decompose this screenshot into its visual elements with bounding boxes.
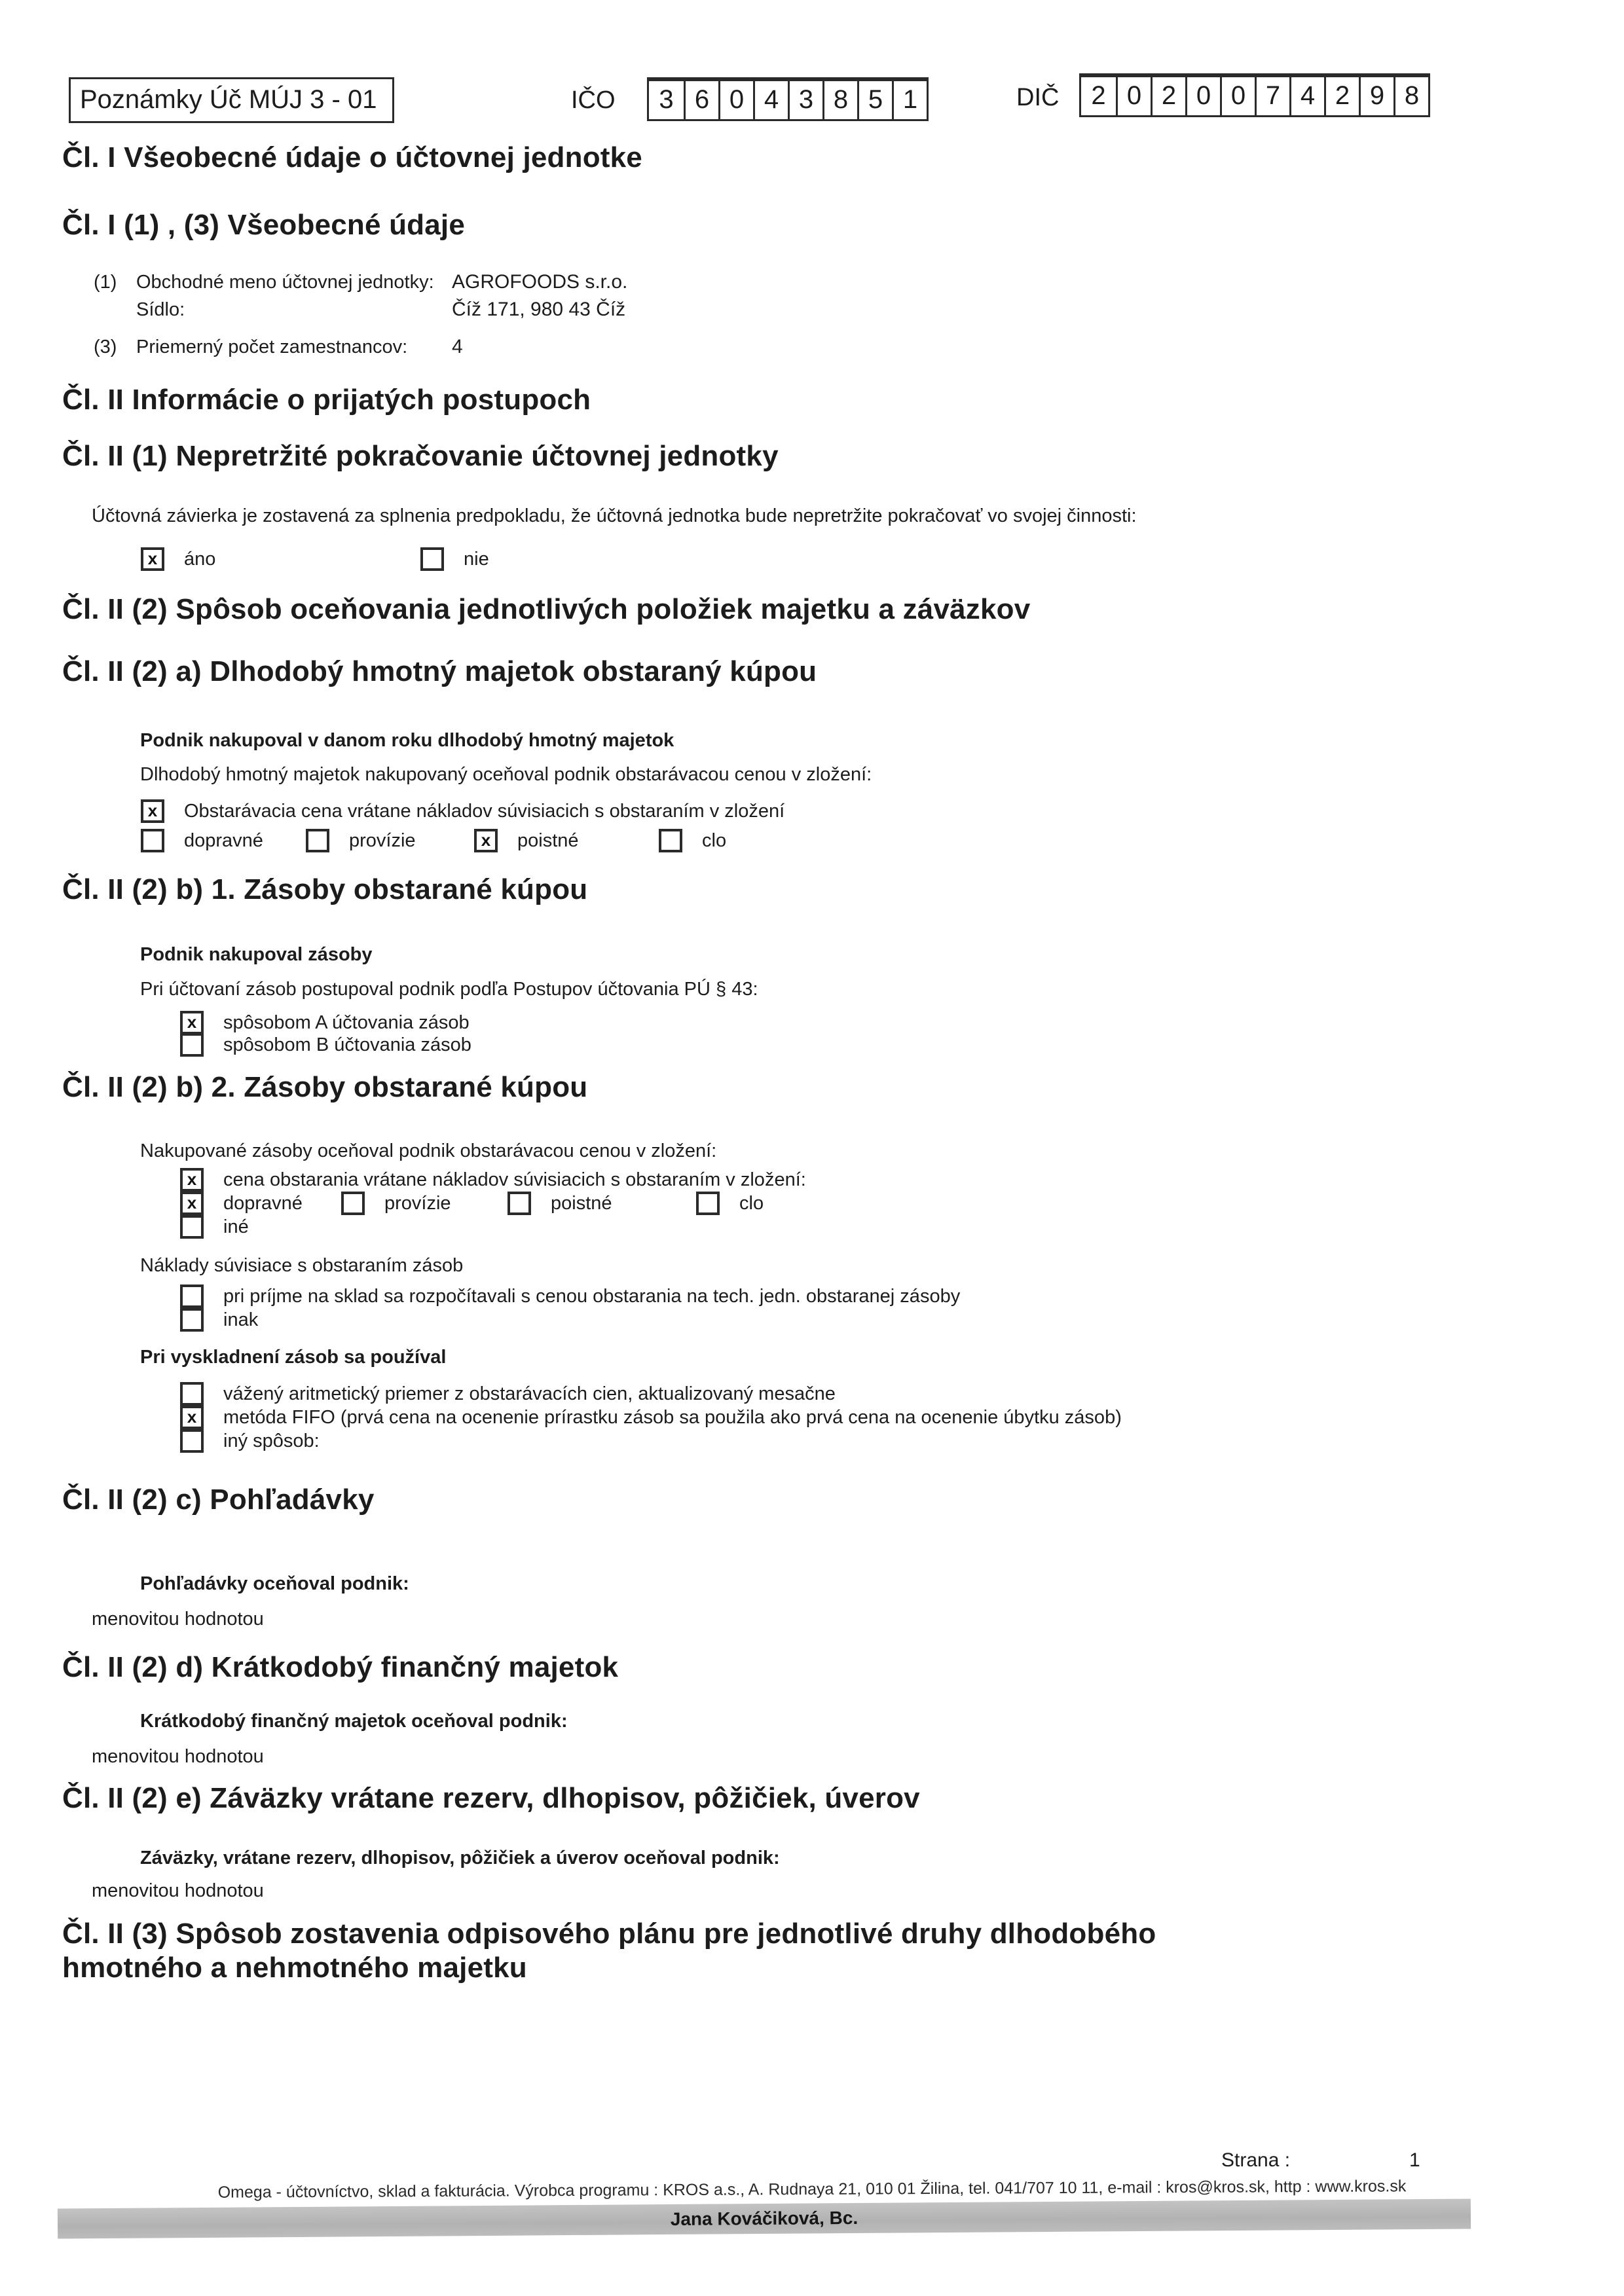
inventory2-cost2-option: [180, 1307, 1624, 1332]
checkbox-inak[interactable]: [180, 1308, 204, 1332]
info-item-label: Obchodné meno účtovnej jednotky:: [136, 271, 434, 293]
ico-label: IČO: [571, 86, 616, 114]
info-item-value: 4: [452, 336, 463, 357]
checkbox-label-nie: nie: [464, 548, 489, 570]
dic-digit-cell: 8: [1393, 77, 1428, 115]
short-term-bold-line: Krátkodobý finančný majetok oceňoval podnik:: [140, 1711, 568, 1732]
checkbox-label: provízie: [384, 1192, 451, 1214]
checkbox-iny-sposob[interactable]: [180, 1429, 204, 1453]
ico-digit-cell: 0: [718, 81, 753, 119]
checkbox-obstaravacia-cena[interactable]: x: [141, 799, 164, 823]
checkbox-sposob-b[interactable]: [180, 1033, 204, 1057]
checkbox-poistne[interactable]: x: [474, 829, 498, 852]
dic-digit-cell: 7: [1255, 77, 1289, 115]
heading-cl2-3-line2: hmotného a nehmotného majetku: [62, 1952, 527, 1984]
info-row-address: [94, 296, 1624, 323]
inventory1-intro: Pri účtovaní zásob postupoval podnik podľa Postupov účtovania PÚ § 43:: [140, 979, 758, 1000]
heading-cl2-2e: Čl. II (2) e) Záväzky vrátane rezerv, dlhopisov, pôžičiek, úverov: [62, 1782, 920, 1814]
checkbox-clo[interactable]: [696, 1192, 720, 1215]
liabilities-bold-line: Záväzky, vrátane rezerv, dlhopisov, pôžičiek a úverov oceňoval podnik:: [140, 1848, 780, 1868]
heading-cl2-2b2: Čl. II (2) b) 2. Zásoby obstarané kúpou: [62, 1071, 588, 1103]
info-row-employees: [94, 333, 1624, 361]
fixed-assets-main-option: [141, 799, 1624, 824]
info-item-label: Sídlo:: [136, 299, 185, 320]
checkbox-ine[interactable]: [180, 1215, 204, 1239]
dic-digit-cell: 0: [1220, 77, 1255, 115]
program-info-line: Omega - účtovníctvo, sklad a fakturácia. Výrobca programu : KROS a.s., A. Rudnaya 21, 010 01 Žilina, tel. 041/707 10 11, e-mail : kros@kros.sk, http : www.kros.sk: [217, 2177, 1407, 2202]
checkbox-provizie[interactable]: [306, 829, 329, 852]
page-number-value: 1: [1409, 2149, 1420, 2171]
ico-digit-cell: 3: [659, 85, 674, 114]
checkbox-label: cena obstarania vrátane nákladov súvisiacich s obstaraním v zložení:: [223, 1169, 806, 1190]
checkbox-label: poistné: [551, 1192, 612, 1214]
checkbox-dopravne[interactable]: [141, 829, 164, 852]
inventory1-bold-line: Podnik nakupoval zásoby: [140, 944, 373, 965]
info-item-value: AGROFOODS s.r.o.: [452, 271, 628, 293]
dic-label: DIČ: [1016, 84, 1060, 111]
ico-digit-cell: 5: [857, 81, 892, 119]
heading-cl2-2: Čl. II (2) Spôsob oceňovania jednotlivých položiek majetku a záväzkov: [62, 593, 1031, 625]
inventory1-way-b: [180, 1032, 1624, 1057]
info-item-label: Priemerný počet zamestnancov:: [136, 336, 408, 357]
inventory2-issue-bold: Pri vyskladnení zásob sa používal: [140, 1347, 447, 1368]
dic-digit-cell: 2: [1324, 77, 1359, 115]
short-term-value: menovitou hodnotou: [92, 1746, 264, 1767]
dic-digit-cell: 0: [1116, 77, 1151, 115]
ico-digit-cell: 4: [753, 81, 788, 119]
going-concern-options: [141, 547, 1624, 572]
inventory2-cena-option: [180, 1167, 1624, 1192]
info-row-business-name: [94, 268, 1624, 296]
checkbox-label: iný spôsob:: [223, 1430, 320, 1451]
checkbox-label: iné: [223, 1216, 249, 1237]
heading-cl2: Čl. II Informácie o prijatých postupoch: [62, 384, 591, 416]
dic-digit-cell: 9: [1359, 77, 1393, 115]
checkbox-provizie[interactable]: [341, 1192, 365, 1215]
checkbox-dopravne[interactable]: x: [180, 1192, 204, 1215]
info-item-number: (3): [94, 336, 117, 357]
checkbox-label: dopravné: [223, 1192, 303, 1214]
heading-cl2-1: Čl. II (1) Nepretržité pokračovanie účtovnej jednotky: [62, 440, 779, 472]
inventory2-ine-option: [180, 1214, 1624, 1239]
checkbox-clo[interactable]: [659, 829, 682, 852]
ico-digit-cell: 8: [822, 81, 857, 119]
checkbox-metoda-fifo[interactable]: x: [180, 1406, 204, 1429]
ico-digit-cell: 1: [892, 81, 927, 119]
inventory2-issue1-option: [180, 1381, 1624, 1406]
inventory2-cost1-option: [180, 1284, 1624, 1309]
form-id-box: Poznámky Úč MÚJ 3 - 01: [69, 77, 394, 123]
checkbox-cena-obstarania[interactable]: x: [180, 1168, 204, 1192]
checkbox-label: clo: [739, 1192, 764, 1214]
checkbox-poistne[interactable]: [507, 1192, 531, 1215]
checkbox-ano[interactable]: x: [141, 547, 164, 571]
dic-digit-cell: 0: [1185, 77, 1220, 115]
info-item-number: (1): [94, 271, 117, 293]
checkbox-label: spôsobom B účtovania zásob: [223, 1034, 471, 1055]
fixed-assets-intro: Dlhodobý hmotný majetok nakupovaný oceňoval podnik obstarávacou cenou v zložení:: [140, 764, 872, 785]
inventory1-way-a: [180, 1010, 1624, 1035]
checkbox-label: metóda FIFO (prvá cena na ocenenie prírastku zásob sa použila ako prvá cena na ocenenie úbytku zásob): [223, 1406, 1122, 1428]
receivables-value: menovitou hodnotou: [92, 1609, 264, 1630]
checkbox-label: pri príjme na sklad sa rozpočítavali s cenou obstarania na tech. jedn. obstaranej zásoby: [223, 1285, 961, 1307]
checkbox-sposob-a[interactable]: x: [180, 1011, 204, 1034]
checkbox-vazeny-priemer[interactable]: [180, 1382, 204, 1406]
heading-cl2-3-line1: Čl. II (3) Spôsob zostavenia odpisového plánu pre jednotlivé druhy dlhodobého: [62, 1918, 1156, 1950]
inventory2-issue2-option: [180, 1405, 1624, 1430]
going-concern-text: Účtovná závierka je zostavená za splnenia predpokladu, že účtovná jednotka bude nepretržite pokračovať vo svojej činnosti:: [92, 505, 1137, 526]
heading-cl2-2d: Čl. II (2) d) Krátkodobý finančný majetok: [62, 1651, 619, 1683]
page-number-label: Strana :: [1221, 2149, 1291, 2171]
checkbox-pri-prijme[interactable]: [180, 1285, 204, 1308]
heading-cl2-2b1: Čl. II (2) b) 1. Zásoby obstarané kúpou: [62, 873, 588, 905]
dic-digit-cell: 4: [1289, 77, 1324, 115]
dic-digit-cell: 2: [1091, 81, 1106, 110]
checkbox-label: poistné: [517, 829, 579, 851]
dic-digit-cell: 2: [1151, 77, 1185, 115]
inventory2-issue3-option: [180, 1429, 1624, 1453]
ico-digit-cell: 6: [684, 81, 718, 119]
checkbox-label: clo: [702, 829, 727, 851]
receivables-bold-line: Pohľadávky oceňoval podnik:: [140, 1573, 409, 1594]
fixed-assets-bold-line: Podnik nakupoval v danom roku dlhodobý hmotný majetok: [140, 730, 674, 751]
checkbox-label: Obstarávacia cena vrátane nákladov súvisiacich s obstaraním v zložení: [184, 800, 785, 822]
checkbox-nie[interactable]: [420, 547, 444, 571]
ico-digit-cell: 3: [788, 81, 822, 119]
fixed-assets-cost-components: [141, 828, 1624, 853]
checkbox-label: vážený aritmetický priemer z obstarávacích cien, aktualizovaný mesačne: [223, 1383, 836, 1404]
checkbox-label: spôsobom A účtovania zásob: [223, 1011, 470, 1033]
checkbox-label: dopravné: [184, 829, 263, 851]
heading-cl1-13: Čl. I (1) , (3) Všeobecné údaje: [62, 209, 466, 241]
info-item-value: Číž 171, 980 43 Číž: [452, 299, 626, 320]
inventory2-costs-line: Náklady súvisiace s obstaraním zásob: [140, 1255, 464, 1276]
inventory2-cost-components: [180, 1191, 1624, 1216]
signature-name: Jana Kováčiková, Bc.: [670, 2208, 858, 2229]
inventory2-intro: Nakupované zásoby oceňoval podnik obstarávacou cenou v zložení:: [140, 1140, 717, 1161]
heading-cl2-2a: Čl. II (2) a) Dlhodobý hmotný majetok obstaraný kúpou: [62, 655, 817, 687]
liabilities-value: menovitou hodnotou: [92, 1880, 264, 1901]
checkbox-label-ano: áno: [184, 548, 216, 570]
heading-cl1: Čl. I Všeobecné údaje o účtovnej jednotke: [62, 141, 642, 173]
checkbox-label: provízie: [349, 829, 416, 851]
checkbox-label: inak: [223, 1309, 259, 1330]
signature-bar: [58, 2198, 1471, 2238]
heading-cl2-2c: Čl. II (2) c) Pohľadávky: [62, 1484, 375, 1516]
